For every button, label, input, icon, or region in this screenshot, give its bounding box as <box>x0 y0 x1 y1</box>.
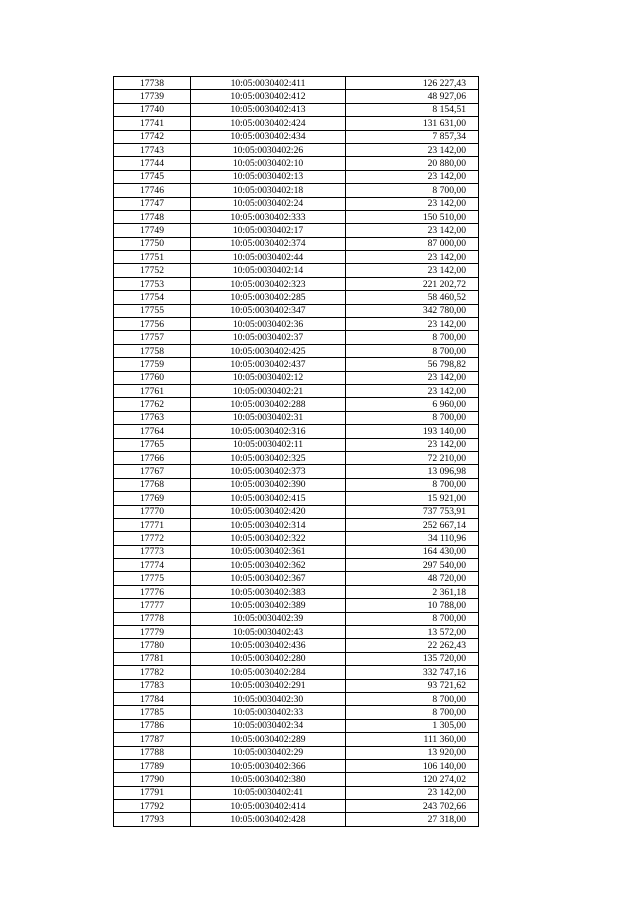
row-number-cell: 17745 <box>114 170 191 183</box>
cadastral-number-cell: 10:05:0030402:280 <box>191 652 346 665</box>
row-number-cell: 17760 <box>114 371 191 384</box>
cadastral-number-cell: 10:05:0030402:322 <box>191 532 346 545</box>
table-row <box>114 451 479 464</box>
value-cell: 23 142,00 <box>346 371 479 384</box>
value-cell: 20 880,00 <box>346 157 479 170</box>
cadastral-number-cell: 10:05:0030402:11 <box>191 438 346 451</box>
table-row <box>114 411 479 424</box>
row-number-cell: 17740 <box>114 103 191 116</box>
value-cell: 23 142,00 <box>346 786 479 799</box>
table-row <box>114 559 479 572</box>
row-number-cell: 17758 <box>114 344 191 357</box>
cadastral-number-cell: 10:05:0030402:389 <box>191 599 346 612</box>
value-cell: 252 667,14 <box>346 518 479 531</box>
table-row <box>114 318 479 331</box>
cadastral-number-cell: 10:05:0030402:29 <box>191 746 346 759</box>
table-row <box>114 679 479 692</box>
row-number-cell: 17769 <box>114 492 191 505</box>
table-row <box>114 117 479 130</box>
row-number-cell: 17739 <box>114 90 191 103</box>
row-number-cell: 17750 <box>114 237 191 250</box>
table-row <box>114 77 479 90</box>
cadastral-number-cell: 10:05:0030402:367 <box>191 572 346 585</box>
cadastral-number-cell: 10:05:0030402:41 <box>191 786 346 799</box>
table-row <box>114 224 479 237</box>
cadastral-number-cell: 10:05:0030402:10 <box>191 157 346 170</box>
row-number-cell: 17789 <box>114 759 191 772</box>
value-cell: 23 142,00 <box>346 224 479 237</box>
cadastral-number-cell: 10:05:0030402:18 <box>191 184 346 197</box>
row-number-cell: 17753 <box>114 277 191 290</box>
table-row <box>114 626 479 639</box>
row-number-cell: 17751 <box>114 251 191 264</box>
value-cell: 6 960,00 <box>346 398 479 411</box>
value-cell: 23 142,00 <box>346 251 479 264</box>
cadastral-number-cell: 10:05:0030402:44 <box>191 251 346 264</box>
cadastral-number-cell: 10:05:0030402:21 <box>191 384 346 397</box>
row-number-cell: 17787 <box>114 733 191 746</box>
value-cell: 8 700,00 <box>346 478 479 491</box>
cadastral-number-cell: 10:05:0030402:414 <box>191 800 346 813</box>
cadastral-number-cell: 10:05:0030402:361 <box>191 545 346 558</box>
row-number-cell: 17775 <box>114 572 191 585</box>
cadastral-number-cell: 10:05:0030402:13 <box>191 170 346 183</box>
table-row <box>114 210 479 223</box>
table-row <box>114 505 479 518</box>
cadastral-number-cell: 10:05:0030402:34 <box>191 719 346 732</box>
cadastral-number-cell: 10:05:0030402:37 <box>191 331 346 344</box>
value-cell: 58 460,52 <box>346 291 479 304</box>
cadastral-number-cell: 10:05:0030402:14 <box>191 264 346 277</box>
table-body <box>114 77 479 827</box>
cadastral-number-cell: 10:05:0030402:325 <box>191 451 346 464</box>
value-cell: 1 305,00 <box>346 719 479 732</box>
row-number-cell: 17781 <box>114 652 191 665</box>
value-cell: 297 540,00 <box>346 559 479 572</box>
row-number-cell: 17752 <box>114 264 191 277</box>
value-cell: 2 361,18 <box>346 585 479 598</box>
cadastral-number-cell: 10:05:0030402:424 <box>191 117 346 130</box>
row-number-cell: 17774 <box>114 559 191 572</box>
value-cell: 8 700,00 <box>346 344 479 357</box>
cadastral-number-cell: 10:05:0030402:17 <box>191 224 346 237</box>
row-number-cell: 17744 <box>114 157 191 170</box>
value-cell: 72 210,00 <box>346 451 479 464</box>
row-number-cell: 17782 <box>114 666 191 679</box>
cadastral-number-cell: 10:05:0030402:12 <box>191 371 346 384</box>
value-cell: 120 274,02 <box>346 773 479 786</box>
row-number-cell: 17777 <box>114 599 191 612</box>
cadastral-number-cell: 10:05:0030402:413 <box>191 103 346 116</box>
value-cell: 13 920,00 <box>346 746 479 759</box>
cadastral-number-cell: 10:05:0030402:362 <box>191 559 346 572</box>
cadastral-number-cell: 10:05:0030402:436 <box>191 639 346 652</box>
row-number-cell: 17771 <box>114 518 191 531</box>
cadastral-number-cell: 10:05:0030402:412 <box>191 90 346 103</box>
table-row <box>114 746 479 759</box>
cadastral-number-cell: 10:05:0030402:347 <box>191 304 346 317</box>
row-number-cell: 17764 <box>114 425 191 438</box>
value-cell: 135 720,00 <box>346 652 479 665</box>
row-number-cell: 17792 <box>114 800 191 813</box>
table-row <box>114 800 479 813</box>
value-cell: 221 202,72 <box>346 277 479 290</box>
row-number-cell: 17773 <box>114 545 191 558</box>
value-cell: 8 700,00 <box>346 184 479 197</box>
row-number-cell: 17767 <box>114 465 191 478</box>
cadastral-number-cell: 10:05:0030402:24 <box>191 197 346 210</box>
value-cell: 13 572,00 <box>346 626 479 639</box>
cadastral-number-cell: 10:05:0030402:373 <box>191 465 346 478</box>
table-row <box>114 277 479 290</box>
cadastral-number-cell: 10:05:0030402:390 <box>191 478 346 491</box>
value-cell: 23 142,00 <box>346 318 479 331</box>
cadastral-number-cell: 10:05:0030402:26 <box>191 143 346 156</box>
cadastral-number-cell: 10:05:0030402:428 <box>191 813 346 826</box>
table-row <box>114 184 479 197</box>
value-cell: 23 142,00 <box>346 264 479 277</box>
row-number-cell: 17766 <box>114 451 191 464</box>
row-number-cell: 17783 <box>114 679 191 692</box>
value-cell: 150 510,00 <box>346 210 479 223</box>
table-row <box>114 197 479 210</box>
row-number-cell: 17788 <box>114 746 191 759</box>
value-cell: 8 700,00 <box>346 331 479 344</box>
value-cell: 23 142,00 <box>346 170 479 183</box>
row-number-cell: 17741 <box>114 117 191 130</box>
value-cell: 126 227,43 <box>346 77 479 90</box>
table-row <box>114 518 479 531</box>
cadastral-number-cell: 10:05:0030402:31 <box>191 411 346 424</box>
cadastral-number-cell: 10:05:0030402:434 <box>191 130 346 143</box>
value-cell: 106 140,00 <box>346 759 479 772</box>
value-cell: 164 430,00 <box>346 545 479 558</box>
table-row <box>114 251 479 264</box>
row-number-cell: 17786 <box>114 719 191 732</box>
table-row <box>114 103 479 116</box>
table-row <box>114 384 479 397</box>
table-row <box>114 264 479 277</box>
row-number-cell: 17780 <box>114 639 191 652</box>
value-cell: 131 631,00 <box>346 117 479 130</box>
value-cell: 48 927,06 <box>346 90 479 103</box>
value-cell: 332 747,16 <box>346 666 479 679</box>
value-cell: 342 780,00 <box>346 304 479 317</box>
table-row <box>114 371 479 384</box>
value-cell: 23 142,00 <box>346 197 479 210</box>
table-row <box>114 706 479 719</box>
cadastral-number-cell: 10:05:0030402:36 <box>191 318 346 331</box>
table-row <box>114 786 479 799</box>
row-number-cell: 17754 <box>114 291 191 304</box>
row-number-cell: 17785 <box>114 706 191 719</box>
value-cell: 111 360,00 <box>346 733 479 746</box>
table-row <box>114 759 479 772</box>
row-number-cell: 17746 <box>114 184 191 197</box>
value-cell: 93 721,62 <box>346 679 479 692</box>
table-row <box>114 813 479 826</box>
row-number-cell: 17749 <box>114 224 191 237</box>
row-number-cell: 17765 <box>114 438 191 451</box>
cadastral-number-cell: 10:05:0030402:437 <box>191 358 346 371</box>
row-number-cell: 17747 <box>114 197 191 210</box>
value-cell: 23 142,00 <box>346 438 479 451</box>
cadastral-number-cell: 10:05:0030402:30 <box>191 692 346 705</box>
value-cell: 8 700,00 <box>346 612 479 625</box>
cadastral-number-cell: 10:05:0030402:420 <box>191 505 346 518</box>
row-number-cell: 17776 <box>114 585 191 598</box>
cadastral-number-cell: 10:05:0030402:411 <box>191 77 346 90</box>
table-row <box>114 358 479 371</box>
cadastral-number-cell: 10:05:0030402:285 <box>191 291 346 304</box>
table-row <box>114 773 479 786</box>
value-cell: 8 154,51 <box>346 103 479 116</box>
cadastral-number-cell: 10:05:0030402:323 <box>191 277 346 290</box>
row-number-cell: 17748 <box>114 210 191 223</box>
value-cell: 23 142,00 <box>346 143 479 156</box>
row-number-cell: 17763 <box>114 411 191 424</box>
table-row <box>114 492 479 505</box>
value-cell: 737 753,91 <box>346 505 479 518</box>
row-number-cell: 17742 <box>114 130 191 143</box>
cadastral-number-cell: 10:05:0030402:43 <box>191 626 346 639</box>
cadastral-number-cell: 10:05:0030402:288 <box>191 398 346 411</box>
row-number-cell: 17743 <box>114 143 191 156</box>
value-cell: 10 788,00 <box>346 599 479 612</box>
value-cell: 8 700,00 <box>346 692 479 705</box>
table-row <box>114 545 479 558</box>
table-row <box>114 157 479 170</box>
row-number-cell: 17762 <box>114 398 191 411</box>
table-row <box>114 572 479 585</box>
value-cell: 48 720,00 <box>346 572 479 585</box>
value-cell: 243 702,66 <box>346 800 479 813</box>
table-row <box>114 304 479 317</box>
cadastral-number-cell: 10:05:0030402:291 <box>191 679 346 692</box>
cadastral-number-cell: 10:05:0030402:415 <box>191 492 346 505</box>
value-cell: 23 142,00 <box>346 384 479 397</box>
value-cell: 193 140,00 <box>346 425 479 438</box>
cadastral-number-cell: 10:05:0030402:316 <box>191 425 346 438</box>
table-row <box>114 478 479 491</box>
cadastral-number-cell: 10:05:0030402:289 <box>191 733 346 746</box>
row-number-cell: 17770 <box>114 505 191 518</box>
cadastral-number-cell: 10:05:0030402:284 <box>191 666 346 679</box>
table-row <box>114 143 479 156</box>
value-cell: 27 318,00 <box>346 813 479 826</box>
value-cell: 34 110,96 <box>346 532 479 545</box>
table-row <box>114 90 479 103</box>
row-number-cell: 17772 <box>114 532 191 545</box>
row-number-cell: 17755 <box>114 304 191 317</box>
table-row <box>114 719 479 732</box>
value-cell: 15 921,00 <box>346 492 479 505</box>
table-row <box>114 666 479 679</box>
row-number-cell: 17778 <box>114 612 191 625</box>
cadastral-number-cell: 10:05:0030402:374 <box>191 237 346 250</box>
cadastral-number-cell: 10:05:0030402:425 <box>191 344 346 357</box>
value-cell: 8 700,00 <box>346 706 479 719</box>
value-cell: 87 000,00 <box>346 237 479 250</box>
row-number-cell: 17779 <box>114 626 191 639</box>
cadastral-number-cell: 10:05:0030402:383 <box>191 585 346 598</box>
table-row <box>114 733 479 746</box>
row-number-cell: 17790 <box>114 773 191 786</box>
table-row <box>114 692 479 705</box>
row-number-cell: 17793 <box>114 813 191 826</box>
row-number-cell: 17791 <box>114 786 191 799</box>
row-number-cell: 17768 <box>114 478 191 491</box>
table-row <box>114 599 479 612</box>
table-row <box>114 652 479 665</box>
row-number-cell: 17757 <box>114 331 191 344</box>
cadastral-number-cell: 10:05:0030402:366 <box>191 759 346 772</box>
table-row <box>114 237 479 250</box>
table-row <box>114 425 479 438</box>
row-number-cell: 17756 <box>114 318 191 331</box>
table-row <box>114 585 479 598</box>
cadastral-number-cell: 10:05:0030402:333 <box>191 210 346 223</box>
value-cell: 22 262,43 <box>346 639 479 652</box>
row-number-cell: 17761 <box>114 384 191 397</box>
table-row <box>114 170 479 183</box>
cadastral-number-cell: 10:05:0030402:39 <box>191 612 346 625</box>
table-row <box>114 639 479 652</box>
table-row <box>114 344 479 357</box>
table-row <box>114 612 479 625</box>
value-cell: 56 798,82 <box>346 358 479 371</box>
table-row <box>114 532 479 545</box>
table-row <box>114 465 479 478</box>
table-row <box>114 291 479 304</box>
value-cell: 8 700,00 <box>346 411 479 424</box>
table-row <box>114 398 479 411</box>
table-row <box>114 130 479 143</box>
cadastral-number-cell: 10:05:0030402:33 <box>191 706 346 719</box>
value-cell: 13 096,98 <box>346 465 479 478</box>
row-number-cell: 17738 <box>114 77 191 90</box>
data-table <box>113 76 479 827</box>
value-cell: 7 857,34 <box>346 130 479 143</box>
cadastral-number-cell: 10:05:0030402:314 <box>191 518 346 531</box>
row-number-cell: 17759 <box>114 358 191 371</box>
row-number-cell: 17784 <box>114 692 191 705</box>
table-row <box>114 438 479 451</box>
cadastral-number-cell: 10:05:0030402:380 <box>191 773 346 786</box>
table-row <box>114 331 479 344</box>
